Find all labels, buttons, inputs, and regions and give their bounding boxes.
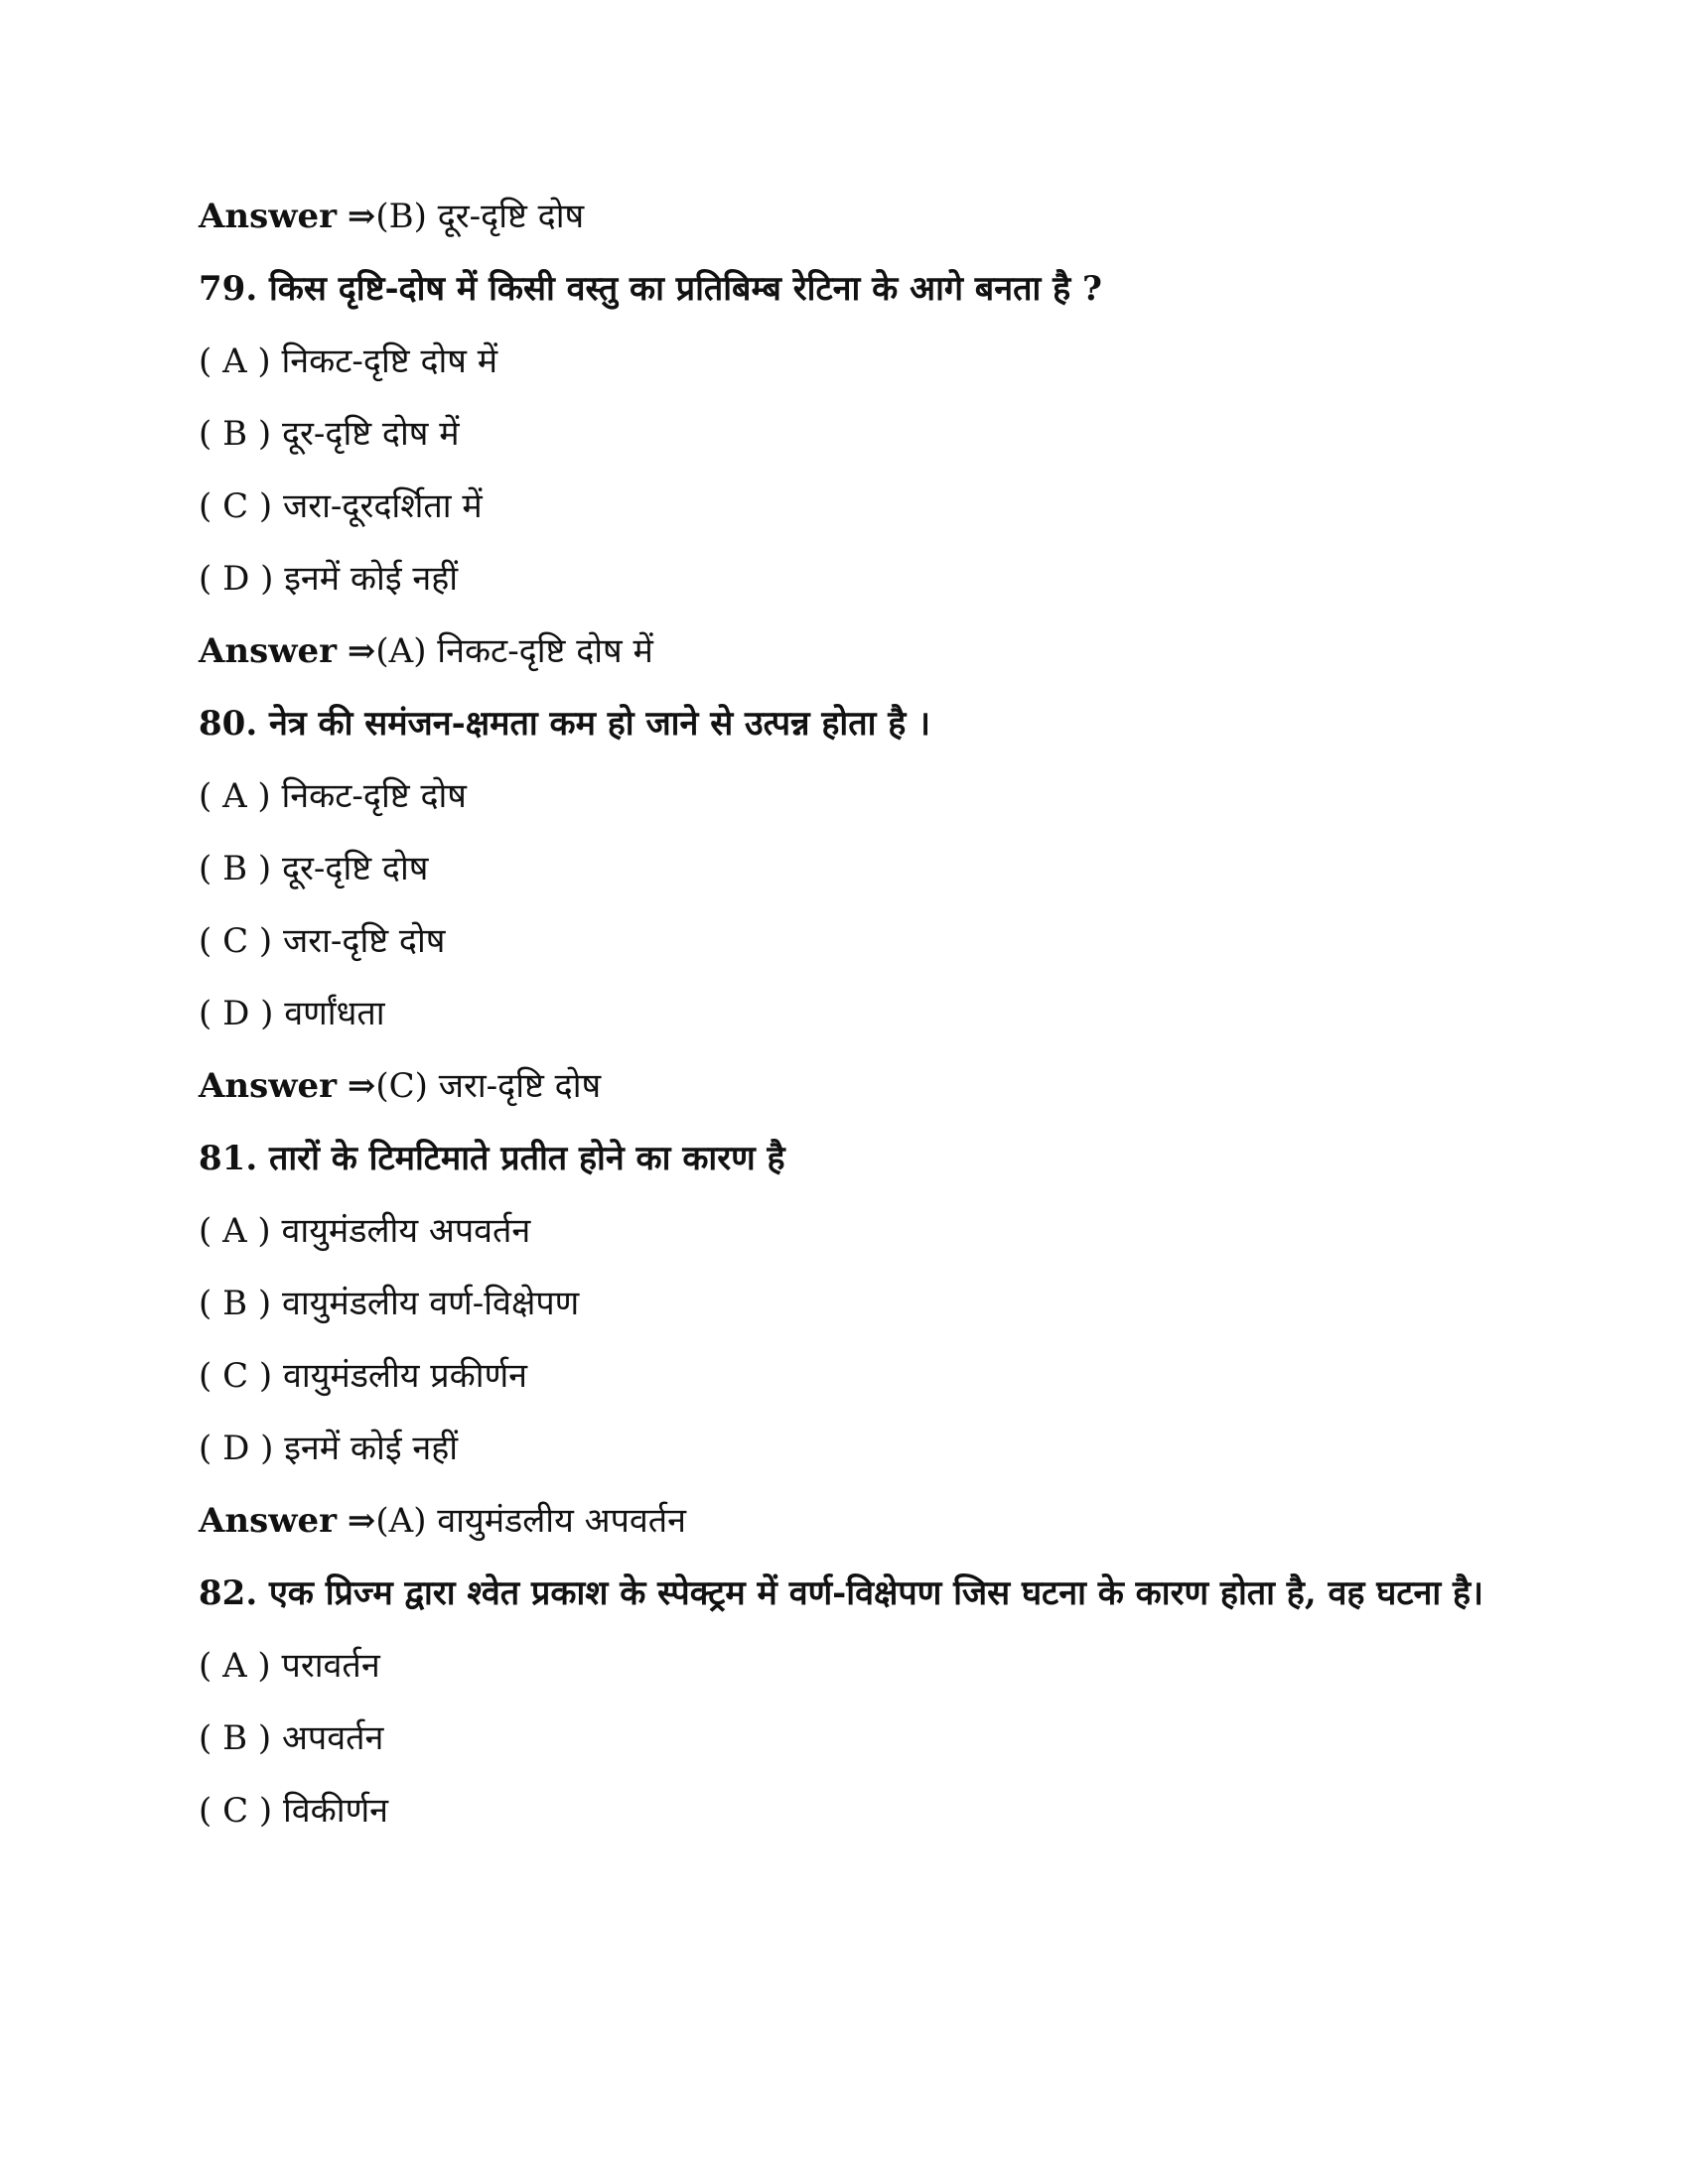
answer-line	[199, 1064, 1509, 1108]
option-a: ( A ) निकट-दृष्टि दोष	[199, 776, 467, 816]
answer-label: Answer	[199, 631, 338, 671]
option-d: ( D ) इनमें कोई नहीं	[199, 559, 459, 599]
answer-label: Answer	[199, 1066, 338, 1106]
answer-arrow: ⇒	[347, 1066, 376, 1106]
answer-line	[199, 629, 1509, 673]
option-d: ( D ) वर्णांधता	[199, 994, 385, 1033]
question-79: 79. किस दृष्टि-दोष में किसी वस्तु का प्रतिबिम्ब रेटिना के आगे बनता है ?	[199, 269, 1102, 309]
option-c: ( C ) जरा-दृष्टि दोष	[199, 921, 446, 961]
option-b: ( B ) अपवर्तन	[199, 1718, 384, 1758]
answer-line	[199, 1499, 1509, 1543]
option-d: ( D ) इनमें कोई नहीं	[199, 1429, 459, 1468]
answer-line	[199, 195, 1509, 238]
question-80: 80. नेत्र की समंजन-क्षमता कम हो जाने से उत्पन्न होता है ।	[199, 704, 930, 744]
answer-arrow: ⇒	[347, 631, 376, 671]
answer-arrow: ⇒	[347, 1501, 376, 1541]
answer-label: Answer	[199, 1501, 338, 1541]
option-c: ( C ) जरा-दूरदर्शिता में	[199, 486, 483, 526]
answer-text: (A) वायुमंडलीय अपवर्तन	[375, 1501, 687, 1541]
question-81: 81. तारों के टिमटिमाते प्रतीत होने का कारण है	[199, 1139, 785, 1178]
answer-label: Answer	[199, 197, 338, 236]
answer-text: (A) निकट-दृष्टि दोष में	[375, 631, 653, 671]
option-b: ( B ) दूर-दृष्टि दोष में	[199, 414, 460, 454]
document-page	[199, 195, 1509, 1861]
answer-text: (B) दूर-दृष्टि दोष	[375, 197, 585, 236]
option-b: ( B ) वायुमंडलीय वर्ण-विक्षेपण	[199, 1284, 580, 1323]
option-c: ( C ) विकीर्णन	[199, 1791, 389, 1831]
option-b: ( B ) दूर-दृष्टि दोष	[199, 849, 429, 888]
answer-arrow: ⇒	[347, 197, 376, 236]
question-82: 82. एक प्रिज्म द्वारा श्वेत प्रकाश के स्पेक्ट्रम में वर्ण-विक्षेपण जिस घटना के कारण होता है, वह घटना है।	[199, 1573, 1483, 1613]
option-c: ( C ) वायुमंडलीय प्रकीर्णन	[199, 1356, 528, 1396]
answer-text: (C) जरा-दृष्टि दोष	[375, 1066, 602, 1106]
option-a: ( A ) निकट-दृष्टि दोष में	[199, 341, 498, 381]
option-a: ( A ) वायुमंडलीय अपवर्तन	[199, 1211, 531, 1251]
option-a: ( A ) परावर्तन	[199, 1646, 380, 1686]
